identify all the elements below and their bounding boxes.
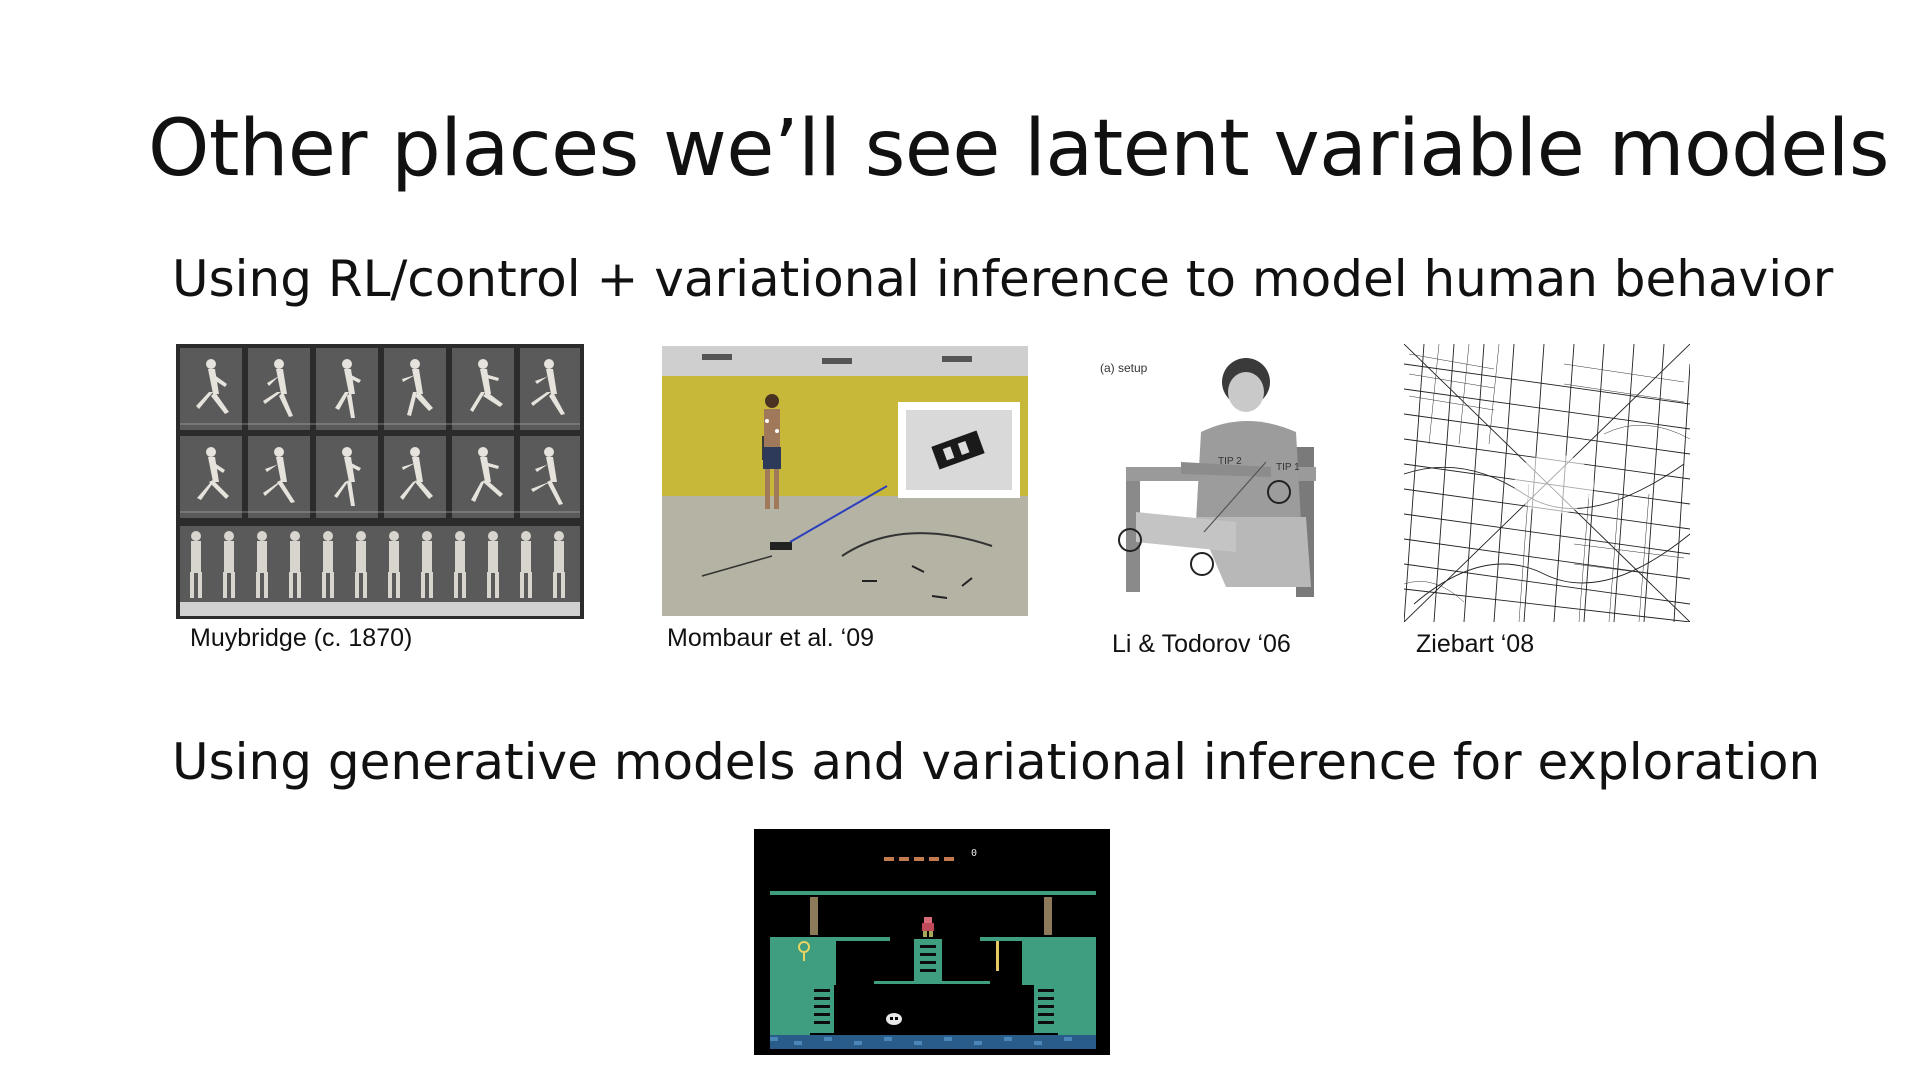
caption-mombaur: Mombaur et al. ‘09 [667, 624, 875, 652]
mombaur-motion-capture-photo [662, 346, 1028, 616]
ziebart-road-network-map [1404, 344, 1690, 622]
label-tip-2: TIP 2 [1218, 456, 1242, 467]
muybridge-photo-grid [176, 344, 584, 619]
label-tip-1: TIP 1 [1276, 462, 1300, 473]
caption-ziebart: Ziebart ‘08 [1416, 630, 1535, 658]
li-todorov-setup-photo [1096, 352, 1334, 616]
caption-muybridge: Muybridge (c. 1870) [190, 624, 413, 652]
montezuma-game-screenshot [754, 829, 1110, 1055]
panel-label-setup: (a) setup [1100, 361, 1148, 375]
section-heading-behavior: Using RL/control + variational inference to model human behavior [172, 250, 1834, 308]
slide-title: Other places we’ll see latent variable models [148, 104, 1889, 194]
score-readout: 0 [971, 848, 978, 859]
section-heading-exploration: Using generative models and variational inference for exploration [172, 733, 1821, 791]
caption-li-todorov: Li & Todorov ‘06 [1112, 630, 1291, 658]
